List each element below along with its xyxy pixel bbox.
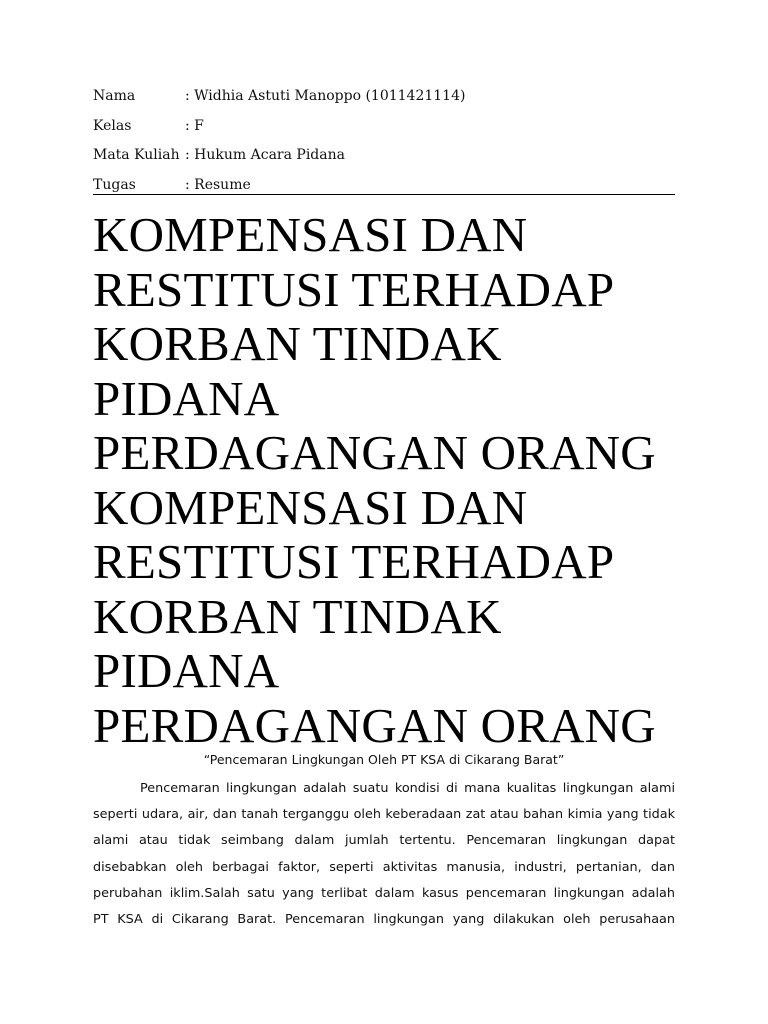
- title-line: KORBAN TINDAK: [93, 588, 502, 644]
- document-title: [93, 208, 733, 753]
- info-label: Kelas: [93, 117, 132, 134]
- student-info-header: [93, 86, 675, 204]
- info-row-name: [93, 86, 675, 116]
- title-line: PIDANA: [93, 370, 280, 426]
- info-row-course: [93, 145, 675, 175]
- title-line: RESTITUSI TERHADAP: [93, 261, 615, 317]
- paragraph-line: PT KSA di Cikarang Barat. Pencemaran lingkungan yang dilakukan oleh perusahaan: [93, 912, 675, 928]
- info-value: : Hukum Acara Pidana: [185, 147, 345, 163]
- info-value: : F: [185, 117, 204, 134]
- title-line: KORBAN TINDAK: [93, 316, 502, 371]
- info-row-assignment: [93, 175, 675, 205]
- title-line: PERDAGANGAN ORANG: [93, 697, 656, 753]
- title-line: KOMPENSASI DAN: [93, 207, 528, 262]
- info-label: Tugas: [93, 176, 136, 193]
- paragraph-line: disebabkan oleh berbagai faktor, seperti aktivitas manusia, industri, pertanian, dan: [93, 859, 675, 875]
- info-value: : Resume: [185, 176, 251, 193]
- title-line: PERDAGANGAN ORANG: [93, 425, 656, 480]
- title-line: KOMPENSASI DAN: [93, 479, 528, 535]
- paragraph-line: seperti udara, air, dan tanah terganggu oleh keberadaan zat atau bahan kimia yang tidak: [93, 807, 675, 823]
- title-line: PIDANA: [93, 643, 280, 698]
- paragraph-line: alami atau tidak seimbang dalam jumlah tertentu. Pencemaran lingkungan dapat: [93, 833, 675, 849]
- paragraph-line: Pencemaran lingkungan adalah suatu kondisi di mana kualitas lingkungan alami: [140, 781, 675, 796]
- info-value: : Widhia Astuti Manoppo (1011421114): [185, 88, 466, 104]
- document-subtitle: “Pencemaran Lingkungan Oleh PT KSA di Cikarang Barat”: [203, 752, 565, 767]
- header-divider: [93, 194, 675, 195]
- paragraph-line: perubahan iklim.Salah satu yang terlibat dalam kasus pencemaran lingkungan adalah: [93, 885, 675, 901]
- info-label: Nama: [93, 88, 136, 104]
- title-line: RESTITUSI TERHADAP: [93, 534, 615, 589]
- body-paragraph: [93, 776, 675, 933]
- info-row-class: [93, 116, 675, 146]
- info-label: Mata Kuliah: [93, 147, 180, 163]
